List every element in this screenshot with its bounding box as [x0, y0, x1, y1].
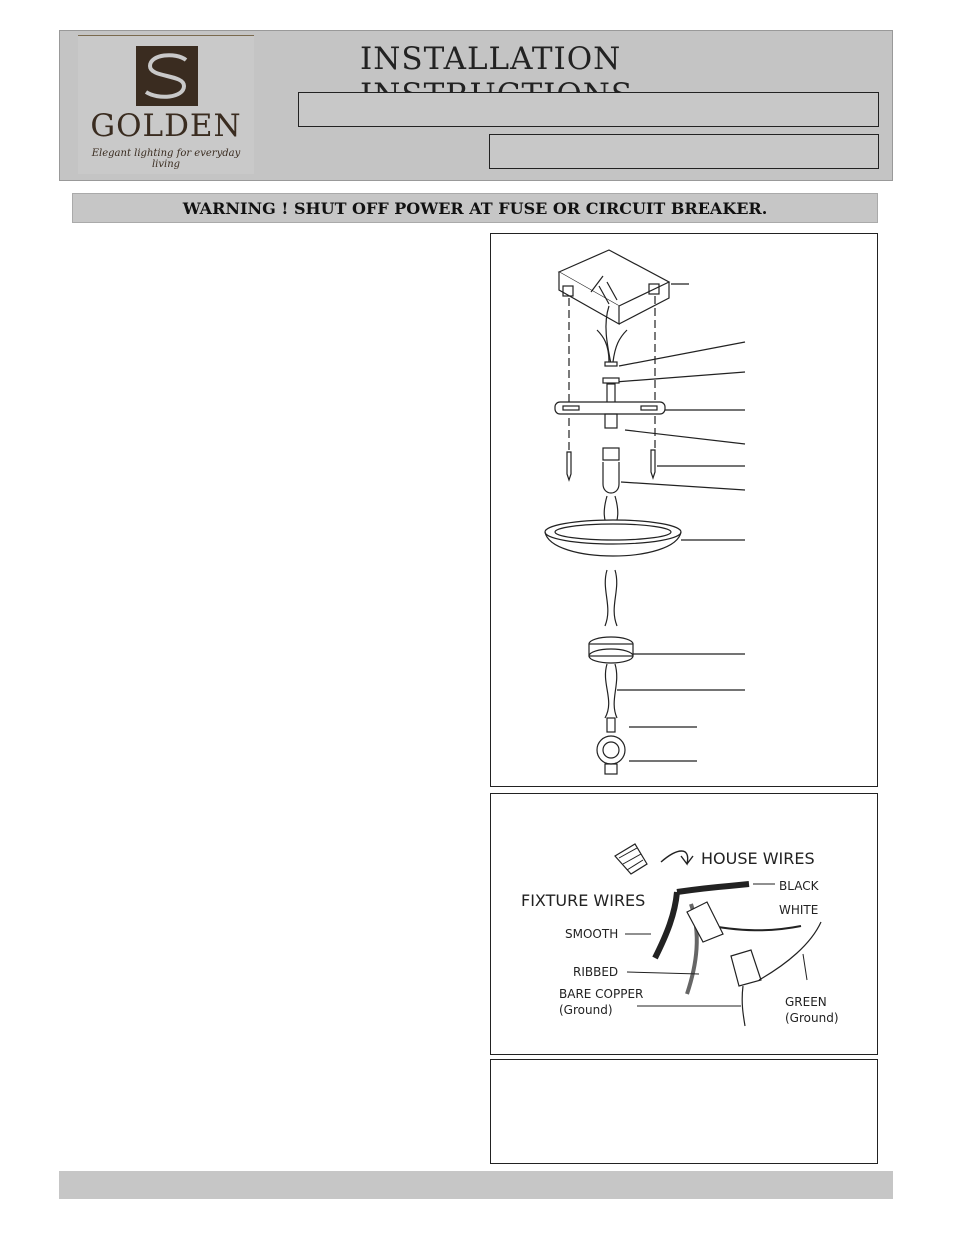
wire-nut-icon — [615, 844, 647, 874]
document-title: INSTALLATION — [360, 41, 622, 77]
smooth-wire-label: SMOOTH — [565, 927, 619, 941]
house-wires-label: HOUSE WIRES — [701, 849, 815, 868]
fixture-wires-label: FIXTURE WIRES — [521, 891, 646, 910]
green-wire-label: GREEN — [785, 995, 827, 1009]
item-field — [489, 134, 879, 169]
white-wire-label: WHITE — [779, 903, 819, 917]
model-field — [298, 92, 879, 127]
bare-copper-label: BARE COPPER — [559, 987, 644, 1001]
parts-diagram-box — [490, 233, 878, 787]
wiring-diagram-box — [490, 793, 878, 1055]
bare-copper-ground-label: (Ground) — [559, 1003, 613, 1017]
warning-banner: WARNING ! SHUT OFF POWER AT FUSE OR CIRCUIT BREAKER. — [72, 193, 878, 223]
exploded-parts-diagram — [491, 234, 877, 786]
wiring-diagram — [491, 794, 877, 1054]
outlet-box-icon — [559, 250, 669, 324]
notes-box — [490, 1059, 878, 1164]
footer-bar — [59, 1171, 893, 1199]
ribbed-wire-label: RIBBED — [573, 965, 619, 979]
rotate-arrow-icon — [661, 851, 693, 864]
black-wire-label: BLACK — [779, 879, 819, 893]
brand-tagline: Elegant lighting for everyday living — [91, 148, 241, 170]
golden-logo-icon — [136, 46, 198, 106]
brand-logo — [78, 35, 254, 174]
brand-name: GOLDEN — [90, 108, 242, 144]
header-banner — [59, 30, 893, 181]
green-ground-label: (Ground) — [785, 1011, 839, 1025]
